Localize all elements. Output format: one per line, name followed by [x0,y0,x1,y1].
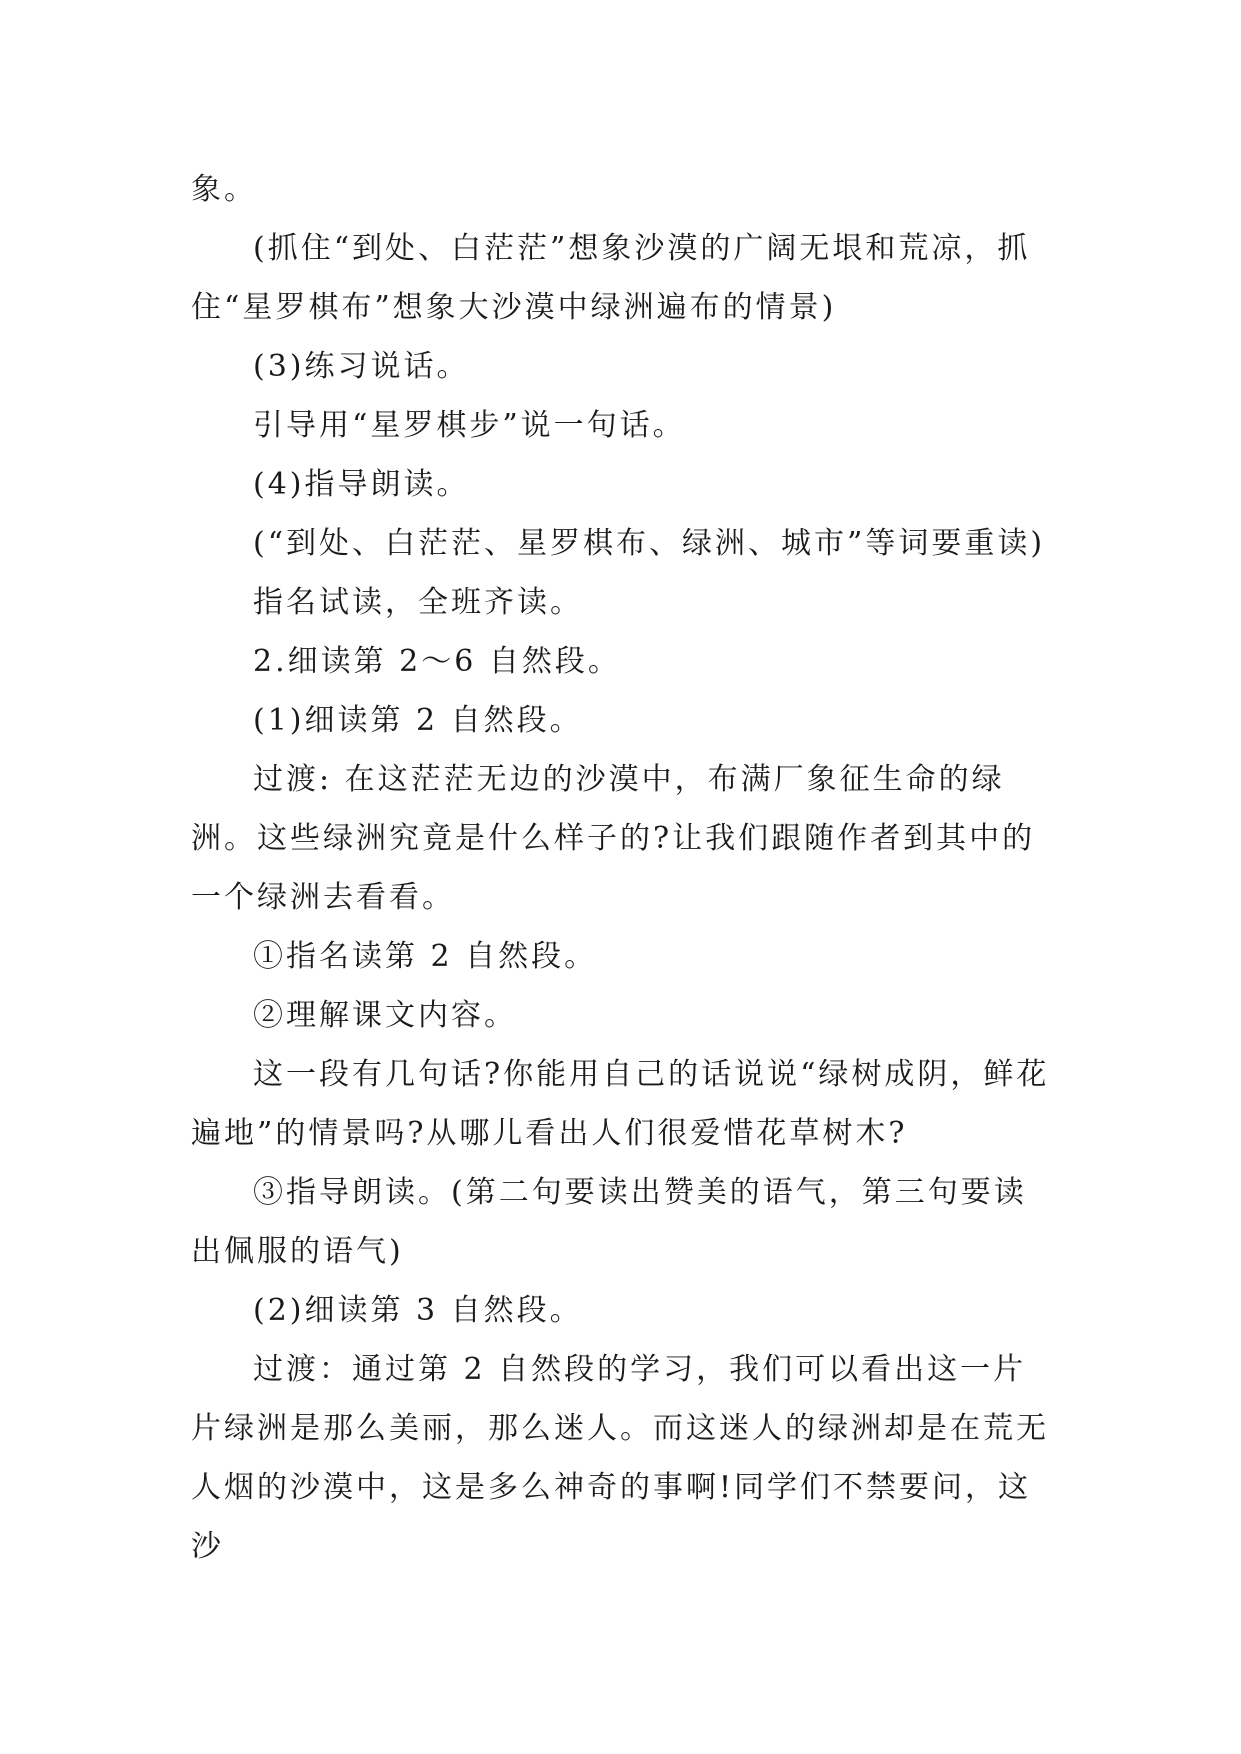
paragraph-continuation: 象。 [191,172,257,207]
paragraph-reading: 指名试读，全班齐读。 [253,585,583,620]
paragraph-step-4: (4)指导朗读。 [253,467,470,502]
paragraph-transition-1: 过渡: 在这茫茫无边的沙漠中，布满厂象征生命的绿洲。这些绿洲究竟是什么样子的?让我们跟随作者到其中的一个绿洲去看看。 [191,762,1036,915]
paragraph-guide-sentence: 引导用“星罗棋步”说一句话。 [253,408,686,443]
paragraph-item-2: ②理解课文内容。 [253,998,517,1033]
paragraph-section-2: 2.细读第 2～6 自然段。 [253,644,621,679]
paragraph-note-imagery: (抓住“到处、白茫茫”想象沙漠的广阔无垠和荒凉，抓住“星罗棋布”想象大沙漠中绿洲遍布的情景) [191,231,1031,325]
paragraph-item-3: ③指导朗读。(第二句要读出赞美的语气，第三句要读出佩服的语气) [191,1175,1027,1269]
paragraph-stress-words: (“到处、白茫茫、星罗棋布、绿洲、城市”等词要重读) [253,526,1046,561]
body-text [191,160,1051,1576]
paragraph-item-1: ①指名读第 2 自然段。 [253,939,598,974]
paragraph-sub-1: (1)细读第 2 自然段。 [253,703,583,738]
paragraph-sub-2: (2)细读第 3 自然段。 [253,1293,583,1328]
paragraph-transition-2: 过渡：通过第 2 自然段的学习，我们可以看出这一片片绿洲是那么美丽，那么迷人。而这迷人的绿洲却是在荒无人烟的沙漠中，这是多么神奇的事啊!同学们不禁要问，这沙 [191,1352,1049,1564]
paragraph-step-3: (3)练习说话。 [253,349,470,384]
paragraph-question: 这一段有几句话?你能用自己的话说说“绿树成阴，鲜花遍地”的情景吗?从哪儿看出人们很爱惜花草树木? [191,1057,1050,1151]
